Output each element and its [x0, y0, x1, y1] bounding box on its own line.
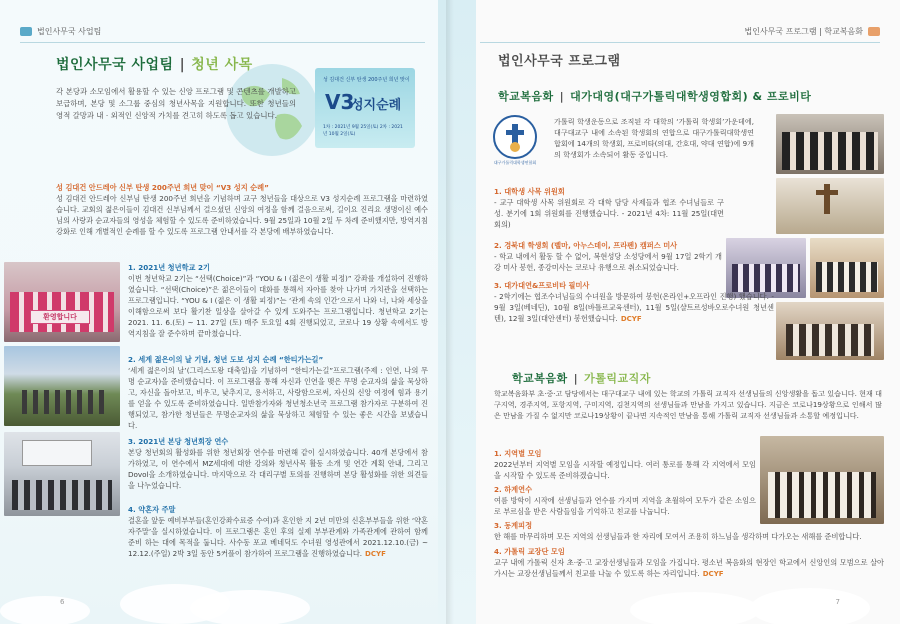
section-heading: 4. 가톨릭 교장단 모임 [494, 547, 565, 556]
section-body: - 교구 대학생 사목 위원회로 각 대학 담당 사제들과 협조 수녀님들로 구성. 분기에 1회 위원회를 진행했습니다. - 2021년 4차: 11월 25일(대면회의) [494, 198, 724, 229]
section-body: 결혼을 앞둔 예비부부들(혼인강좌수료증 수여)과 혼인한 지 2년 미만의 신혼부부들을 위한 ‘약혼자주말’을 실시하였습니다. 이 프로그램은 혼인 후의 실제 부부관계와 가족관계에 관하여 함께 준비 하는 대에 목적을 둡니다. 사수동 포교 베네딕도 수녀원 영성관에서 2021.12.10.(금) ~ 12.12.(주일) 2박 3일 동안 5커플이 참가하여 프로그램을 진행하였습니다. [128, 516, 428, 558]
badge-title: 성지순례 [351, 98, 402, 113]
section-body: 여름 방학이 시작에 선생님들과 연수를 가지며 지역을 초월하여 모두가 같은 소임으로 부르심을 받은 사람들임을 기억하고 친교를 나눕니다. [494, 496, 756, 516]
photo-mass [776, 302, 884, 360]
section-heading: 3. 동계피정 [494, 521, 533, 530]
photo-audience [12, 480, 112, 510]
section2-1 [494, 448, 756, 481]
section-heading: 4. 약혼자 주말 [128, 505, 176, 514]
photo-leader-training [4, 432, 120, 516]
dcyf-mark: DCYF [702, 570, 724, 578]
section-heading: 2. 하계연수 [494, 485, 533, 494]
section-heading: 3. 대가대연&프로비타 필미사 [494, 281, 590, 290]
section2-4 [494, 546, 884, 580]
intro-text: 가톨릭 학생운동으로 조직된 각 대학의 ‘가톨릭 학생회’가운데에, 대구대교구 내에 소속된 학생회의 연합으로 대구가톨릭대학생연합회에 14개의 학생회, 프로비타(의대, 간호대, 약대 연합)에 9개의 학생회가 소속되어 활동 중입니다. [554, 117, 754, 159]
v3-section [56, 182, 428, 237]
section-heading: 3. 2021년 본당 청년회장 연수 [128, 437, 229, 446]
subtitle-sep: | [559, 90, 565, 103]
badge-small-text: 성 김대건 신부 탄생 200주년 희년 맞이 [323, 77, 410, 83]
section-body: 본당 청년회의 활성화를 위한 청년회장 연수를 마련해 같이 실시하였습니다. 40개 본당에서 참가하였고, 이 연수에서 MZ세대에 대한 강의와 청년사목 활동 소개 및 연간 계획 안내, 그리고 Dovol을 소개하였습니다. 마지막으로 각 대리구별 토의를 진행하며 본당 활성화를 위한 의견들을 나누었습니다. [128, 448, 428, 490]
subtitle-main: 학교복음화 [498, 90, 554, 103]
section-3 [128, 436, 428, 491]
photo-campus-mass-2 [810, 238, 884, 298]
subtitle-sub: 가톨릭교직자 [584, 372, 651, 385]
title-sep: | [179, 57, 186, 73]
cloud-decoration [630, 592, 760, 624]
cloud-decoration [0, 596, 90, 624]
photo-youth-school [4, 262, 120, 342]
section-body: - 2학기에는 협조수녀님들의 수녀원을 방문하여 봉헌(온라인+오프라인 진행) 했습니다. - 9월 3일(베네딘), 10월 8일(바틀르교육센터), 11월 5일(샬트르성바오로수녀원 청년센텐), 12월 3일(대안센터) 봉헌했습니다. [494, 292, 774, 323]
photo-group [768, 472, 876, 518]
section-heading: 1. 대학생 사목 위원회 [494, 187, 565, 196]
header-tab-icon [20, 27, 32, 36]
section-heading: 2. 경북대 학생회 (벨마, 아누스데이, 프라펜) 캠퍼스 미사 [494, 241, 678, 250]
section-body: 성 김대건 안드레아 신부님 탄생 200주년 희년을 기념하며 교구 청년들을 대상으로 V3 성지순례 프로그램을 마련하였습니다. 교회의 젊은이들이 김대건 신부님께서 걸으셨던 신앙의 여정을 함께 걸음으로써, 길이요 진리요 생명이신 예수님의 사랑과 순교자들의 영성을 체험할 수 있도록 준비하였습니다. 9월 25일과 10월 2일 두 차례 준비했지만, 방역지침강화로 인해 개별적인 순례를 할 수 있도록 프로그램 안내서를 각 본당에 배부하였습니다. [56, 194, 428, 236]
right-page [450, 0, 900, 624]
header-rule [480, 42, 880, 43]
page-header [744, 26, 880, 37]
section-4 [128, 504, 428, 560]
section-body: 한 해를 마무리하며 모든 지역의 선생님들과 한 자리에 모여서 조용히 하느님을 생각하며 다가오는 새해를 준비합니다. [494, 532, 862, 541]
section-1 [494, 186, 724, 230]
section-heading: 성 김대건 안드레아 신부 탄생 200주년 희년 맞이 “V3 성지 순례” [56, 183, 269, 192]
photo-chapel [776, 178, 884, 234]
subtitle-2 [512, 370, 651, 386]
cloud-decoration [750, 588, 870, 624]
cloud-decoration [190, 590, 310, 624]
section-heading: 2. 세계 젊은이의 날 기념, 청년 도보 성지 순례 “한티가는길” [128, 355, 324, 364]
header-tab-icon [868, 27, 880, 36]
subtitle-1 [498, 88, 811, 104]
section-1 [128, 262, 428, 339]
photo-committee [776, 114, 884, 174]
section-heading: 1. 지역별 모임 [494, 449, 542, 458]
photo-group [786, 324, 874, 356]
book-gutter [446, 0, 454, 624]
v3-pilgrimage-badge [315, 68, 415, 148]
association-logo-icon [492, 114, 538, 160]
section-body: ‘세계 젊은이의 날’(그리스도왕 대축일)을 기념하여 “한티가는길”프로그램(주제 : 인연, 나의 무명 순교자)을 준비했습니다. 이 프로그램을 통해 자신과 인연을 맺은 무명 순교자의 삶을 묵상하고, 자신을 돌아보고, 비우고, 낮추지고, 용서하고, 사랑함으로써, 자신의 신앙 여정에 힘과 용기를 얻을 수 있도록 준비하였습니다. 일반참가자와 청년청소년국 프로그램 참가자로 구분하여 진행되었고, 참가한 청년들은 무명순교자의 삶을 묵상하고 체험할 수 있는 좋은 시간을 보냈습니다. [128, 366, 428, 430]
intro-text: 각 본당과 소모임에서 활용할 수 있는 신앙 프로그램 및 콘텐츠를 개발하고 보급하며, 본당 및 소그룹 중심의 청년사목을 지원합니다. 또한 청년들의 영적 갈망과 내 · 외적인 신앙적 가치를 견고히 하도록 돕고 있습니다. [56, 87, 296, 120]
section-2 [494, 240, 722, 273]
header-rule [20, 42, 425, 43]
page-title: 법인사무국 프로그램 [498, 54, 621, 69]
header-text: 법인사무국 사업팀 [37, 27, 102, 36]
page-number: 6 [60, 598, 65, 606]
photo-welcome-sign: 환영합니다 [30, 310, 90, 324]
subtitle-main: 학교복음화 [512, 372, 568, 385]
page-number: 7 [835, 598, 840, 606]
subtitle-sub: 대가대영(대구가톨릭대학생영합회) & 프로비타 [570, 90, 812, 103]
badge-v3: V3 [325, 90, 355, 114]
section-heading: 1. 2021년 청년학교 2기 [128, 263, 210, 272]
photo-group [782, 132, 878, 170]
title-sub: 청년 사목 [191, 57, 253, 73]
section-2 [128, 354, 428, 431]
section2-3 [494, 520, 884, 542]
photo-teachers [760, 436, 884, 524]
photo-screen [22, 440, 92, 466]
title-main: 법인사무국 사업팀 [56, 57, 174, 73]
cross-icon [824, 184, 830, 214]
photo-walkers [22, 390, 106, 414]
section-body: 교구 내에 가톨릭 신자 초·중·고 교장선생님들과 모임을 가집니다. 평소년 복음화의 현장인 학교에서 신앙인의 모범으로 살아가시는 교장선생님들께서 친교를 나눌 수 있도록 하는 자리입니다. [494, 558, 884, 578]
dcyf-mark: DCYF [365, 550, 386, 558]
cross-bar [816, 190, 838, 195]
dcyf-mark: DCYF [620, 315, 642, 323]
section-body: 2022년부터 지역별 모임을 시작할 예정입니다. 여러 통로를 통해 각 지역에서 모임을 시작할 수 있도록 준비하겠습니다. [494, 460, 756, 480]
photo-group [816, 262, 878, 292]
section-body: - 학교 내에서 활동 할 수 없어, 복현성당 소성당에서 9월 17일 2학기 개강 미사 봉헌, 종강미사는 코로나 유행으로 취소되었습니다. [494, 252, 722, 272]
section-body: 이번 청년학교 2기는 “선택(Choice)”과 “YOU & I (젊은이 생활 피정)” 강좌를 개설하여 진행하였습니다. “선택(Choice)”은 젊은이들이 대화를 통해서 자아를 찾아 나가며 가치관을 선택하는 프로그램입니다. “YOU & I (젊은 이 생활 피정)”는 ‘관계 속의 인간’으로서 나와 너, 나와 세상을 이해함으로써 보다 활기찬 일상을 살아갈 수 있게 도와주는 프로그램입니다. 청년학교 2기는 2021. 11. 6.(토) ~ 11. 27일 (토) 매주 토요일 4회 진행되었고, 코로나 19 상황 속에서도 방역지침을 잘 준수하며 끝마쳤습니다. [128, 274, 428, 338]
badge-dates: 1차 : 2021년 9월 25일(토) 2차 : 2021년 10월 2일(토) [323, 125, 403, 137]
section-3 [494, 280, 774, 325]
subtitle-sep: | [573, 372, 579, 385]
intro2-text: 학교복음화부 초·중·고 담당에서는 대구대교구 내에 있는 학교의 가톨릭 교직자 선생님들의 신앙생활을 돕고 있습니다. 현재 대구지역, 경주지역, 포항지역, 구미지역, 김천지역의 선생님들과 만남을 가지고 있습니다. 지금은 코로나19상황으로 인해서 많은 만남을 가질 수 없지만 코로나19상황이 끝나면 지속적인 만남을 통해 가톨릭 교직자 선생님들과 소통할 예정입니다. [494, 389, 882, 420]
section2-2 [494, 484, 756, 517]
header-text: 법인사무국 프로그램 | 학교복음화 [744, 27, 863, 36]
logo-caption: 대구가톨릭대학생연합회 [493, 160, 537, 165]
photo-pilgrimage [4, 346, 120, 426]
page-header [20, 26, 101, 37]
